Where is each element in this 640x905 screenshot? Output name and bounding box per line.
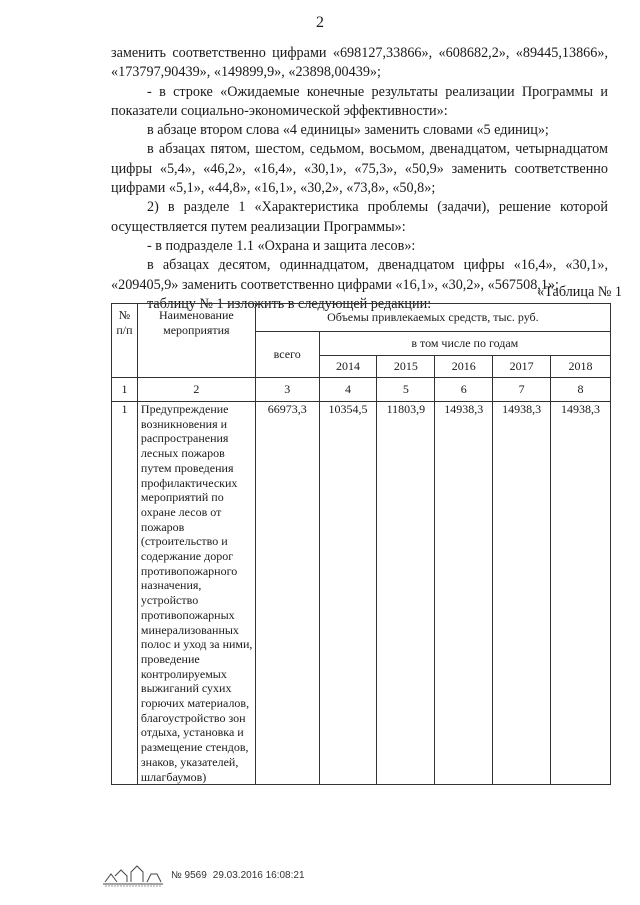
row-name: Предупреждение возникновения и распространения лесных пожаров путем проведения профилактических мероприятий по охране лесов от пожаров (строительство и содержание дорог противопожарного назначения, устройство противопожарных минерализованных полос и уход за ними, проведение контролируемых выжиганий сухих горючих материалов, благоустройство зон отдыха, установка и размещение стендов, знаков, указателей, шлагбаумов) — [137, 402, 255, 785]
row-value: 10354,5 — [319, 402, 377, 785]
document-body — [111, 44, 608, 314]
header-year: 2018 — [551, 356, 611, 378]
table-caption: «Таблица № 1 — [537, 284, 622, 300]
column-number: 4 — [319, 378, 377, 402]
registration-footer — [101, 862, 305, 888]
column-number: 2 — [137, 378, 255, 402]
row-value: 14938,3 — [435, 402, 493, 785]
column-number: 6 — [435, 378, 493, 402]
paragraph-7: в абзацах десятом, одиннадцатом, двенадцатом цифры «16,4», «30,1», «209405,9» заменить соответственно цифрами «16,1», «30,2», «567508,1»; — [111, 257, 608, 293]
paragraph-6: - в подразделе 1.1 «Охрана и защита лесов»: — [147, 237, 416, 254]
column-number: 7 — [493, 378, 551, 402]
header-by-years: в том числе по годам — [319, 332, 610, 356]
column-number: 1 — [112, 378, 138, 402]
header-num: № п/п — [112, 304, 138, 378]
header-year: 2017 — [493, 356, 551, 378]
header-name: Наименование мероприятия — [137, 304, 255, 378]
row-value: 14938,3 — [493, 402, 551, 785]
measures-table — [111, 303, 611, 785]
header-total: всего — [255, 332, 319, 378]
paragraph-1: заменить соответственно цифрами «698127,33866», «608682,2», «89445,13866», «173797,90439», «149899,9», «23898,00439»; — [111, 45, 608, 81]
row-value: 11803,9 — [377, 402, 435, 785]
registration-stamp-icon — [101, 862, 165, 888]
row-num: 1 — [112, 402, 138, 785]
registration-timestamp: 29.03.2016 16:08:21 — [212, 869, 305, 881]
table-row — [112, 402, 611, 785]
column-number: 8 — [551, 378, 611, 402]
document-number: № 9569 — [171, 869, 207, 881]
paragraph-3: в абзаце втором слова «4 единицы» заменить словами «5 единиц»; — [147, 122, 549, 139]
header-year: 2014 — [319, 356, 377, 378]
row-total: 66973,3 — [255, 402, 319, 785]
paragraph-2: - в строке «Ожидаемые конечные результаты реализации Программы и показатели социально-экономической эффективности»: — [111, 83, 608, 119]
paragraph-8: таблицу № 1 изложить в следующей редакции: — [147, 295, 432, 312]
paragraph-5: 2) в разделе 1 «Характеристика проблемы (задачи), решение которой осуществляется путем реализации Программы»: — [111, 199, 608, 235]
page-number: 2 — [316, 14, 324, 31]
row-value: 14938,3 — [551, 402, 611, 785]
column-number: 5 — [377, 378, 435, 402]
header-volume: Объемы привлекаемых средств, тыс. руб. — [255, 304, 610, 332]
paragraph-4: в абзацах пятом, шестом, седьмом, восьмом, двенадцатом, четырнадцатом цифры «5,4», «46,2», «16,4», «30,1», «75,3», «50,9» заменить соответственно цифрами «5,1», «44,8», «16,1», «30,2», «73,8», «50,8»; — [111, 141, 608, 197]
header-year: 2016 — [435, 356, 493, 378]
column-number: 3 — [255, 378, 319, 402]
header-year: 2015 — [377, 356, 435, 378]
